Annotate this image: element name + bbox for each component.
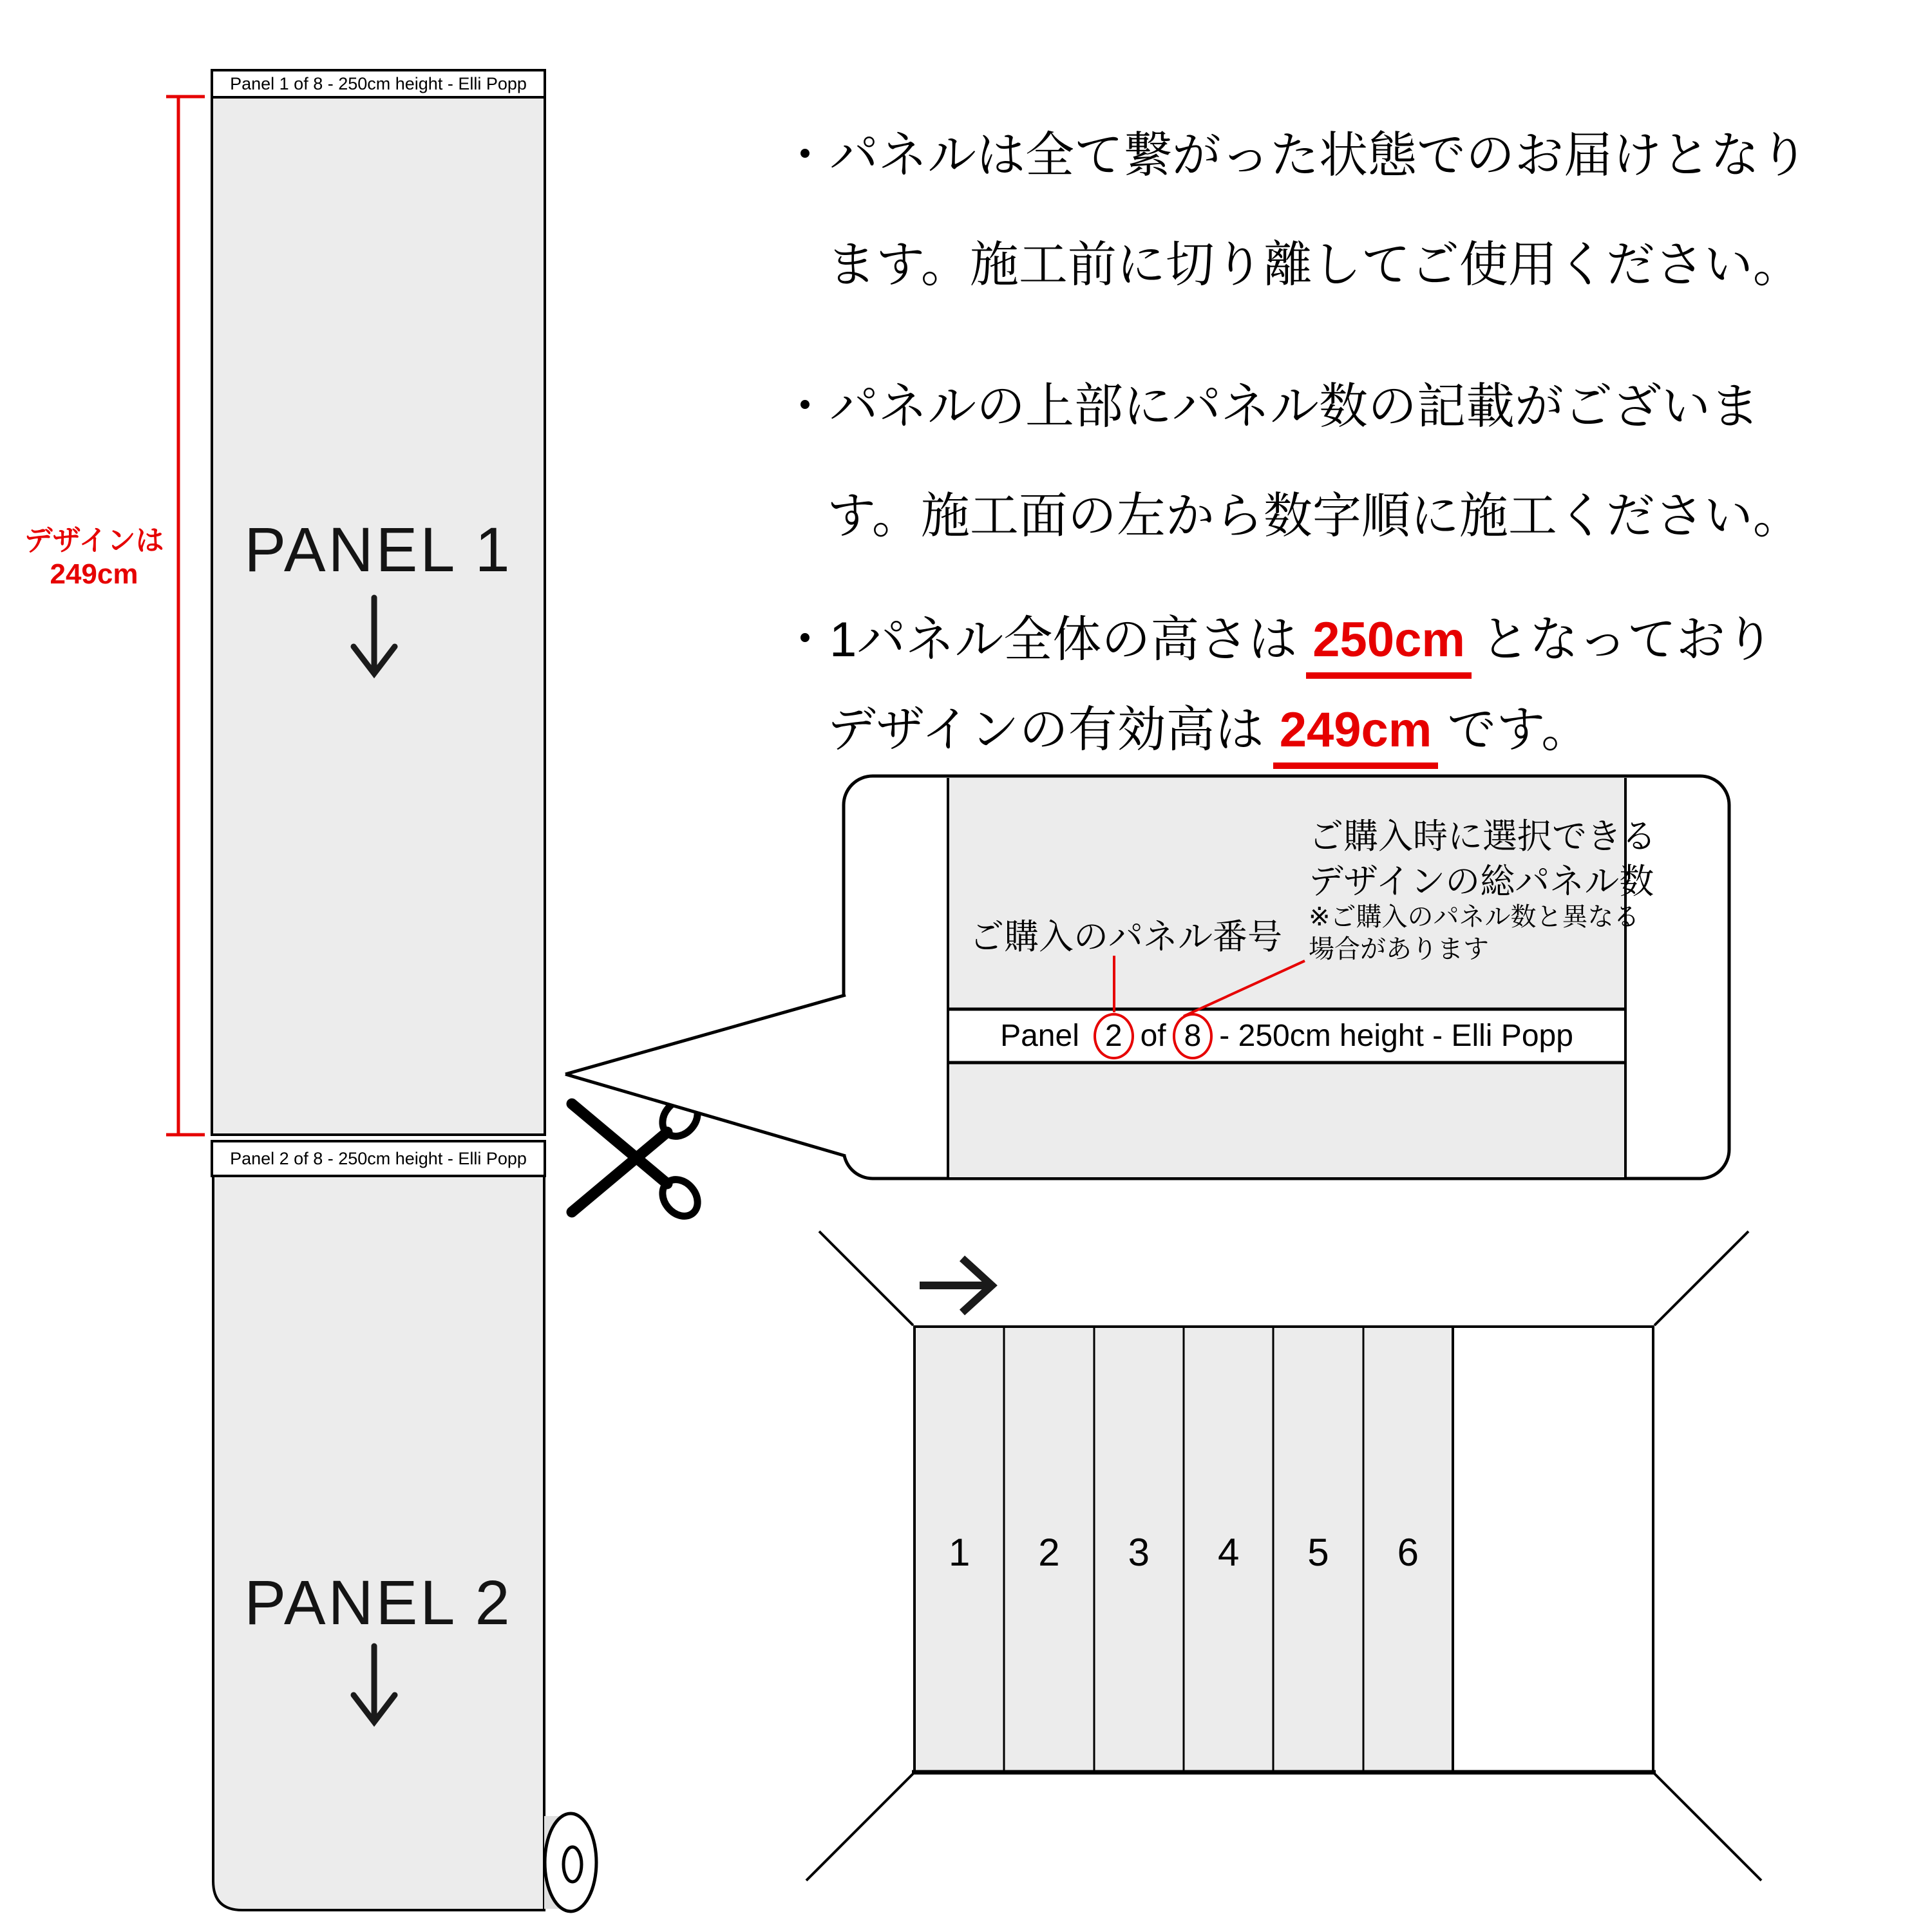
bullet2-line1-text: パネルの上部にパネル数の記載がございま [829,379,1759,434]
wall-panel-number-5: 5 [1307,1531,1329,1574]
bullet3-line1 [781,612,1774,679]
design-height-note-line2: 249cm [50,558,138,590]
bullet3-line1-post: となっており [1480,612,1774,667]
total-panels-label-line2: デザインの総パネル数 [1309,862,1654,901]
bullet3-line2-post: です。 [1447,703,1591,757]
bullet2-line1 [781,380,1759,434]
panel1-label: PANEL 1 [244,515,513,585]
panel2-label: PANEL 2 [244,1567,513,1638]
bullet-marker: ・ [781,612,829,667]
circled-total-panels: 8 [1173,1013,1213,1059]
bullet-marker: ・ [781,379,829,434]
wall-panel-numbers [914,1530,1453,1575]
design-height-249cm-value: 249cm [1273,702,1439,769]
wall-panel-number-2: 2 [1038,1531,1060,1574]
strip-label-of: of [1140,1019,1166,1053]
bullet1-line1-text: パネルは全て繋がった状態でのお届けとなり [829,128,1808,183]
height-250cm-value: 250cm [1306,612,1472,679]
strip-label-pre: Panel [1000,1019,1079,1053]
bullet-marker: ・ [781,128,829,183]
circled-panel-number: 2 [1094,1013,1134,1059]
purchased-panel-number-label: ご購入のパネル番号 [969,918,1282,956]
bullet1-line2 [827,238,1802,292]
total-panels-note-line2: 場合があります [1309,935,1489,963]
callout-label-strip [948,1010,1625,1061]
strip-label-post: - 250cm height - Elli Popp [1219,1019,1573,1053]
wall-panel-number-3: 3 [1128,1531,1150,1574]
scissors-icon [572,1093,705,1223]
panel1-graphic [212,70,545,1135]
bullet3-line1-pre: 1パネル全体の高さは [829,612,1298,667]
bullet2-line2 [827,489,1802,544]
wall-panel-number-1: 1 [948,1531,971,1574]
panel2-graphic [212,1141,596,1911]
install-direction-arrow-icon [920,1258,992,1312]
panel2-header-label: Panel 2 of 8 - 250cm height - Elli Popp [230,1149,527,1168]
bullet1-line1 [781,129,1808,183]
bullet3-line2-pre: デザインの有効高は [827,703,1264,757]
bullet2-line2-text: す。施工面の左から数字順に施工ください。 [827,489,1802,544]
total-panels-label-line1: ご購入時に選択できる [1309,817,1656,856]
design-height-note-line1: デザインは [24,525,164,556]
panel1-header-label: Panel 1 of 8 - 250cm height - Elli Popp [230,74,527,93]
wall-panel-number-6: 6 [1397,1531,1419,1574]
wall-panel-number-4: 4 [1217,1531,1240,1574]
bullet3-line2 [827,702,1590,769]
bullet1-line2-text: ます。施工前に切り離してご使用ください。 [827,238,1802,292]
design-height-bracket [166,97,205,1135]
roll-end-graphic [545,1814,596,1911]
total-panels-note-line1: ※ご購入のパネル数と異なる [1309,903,1640,931]
